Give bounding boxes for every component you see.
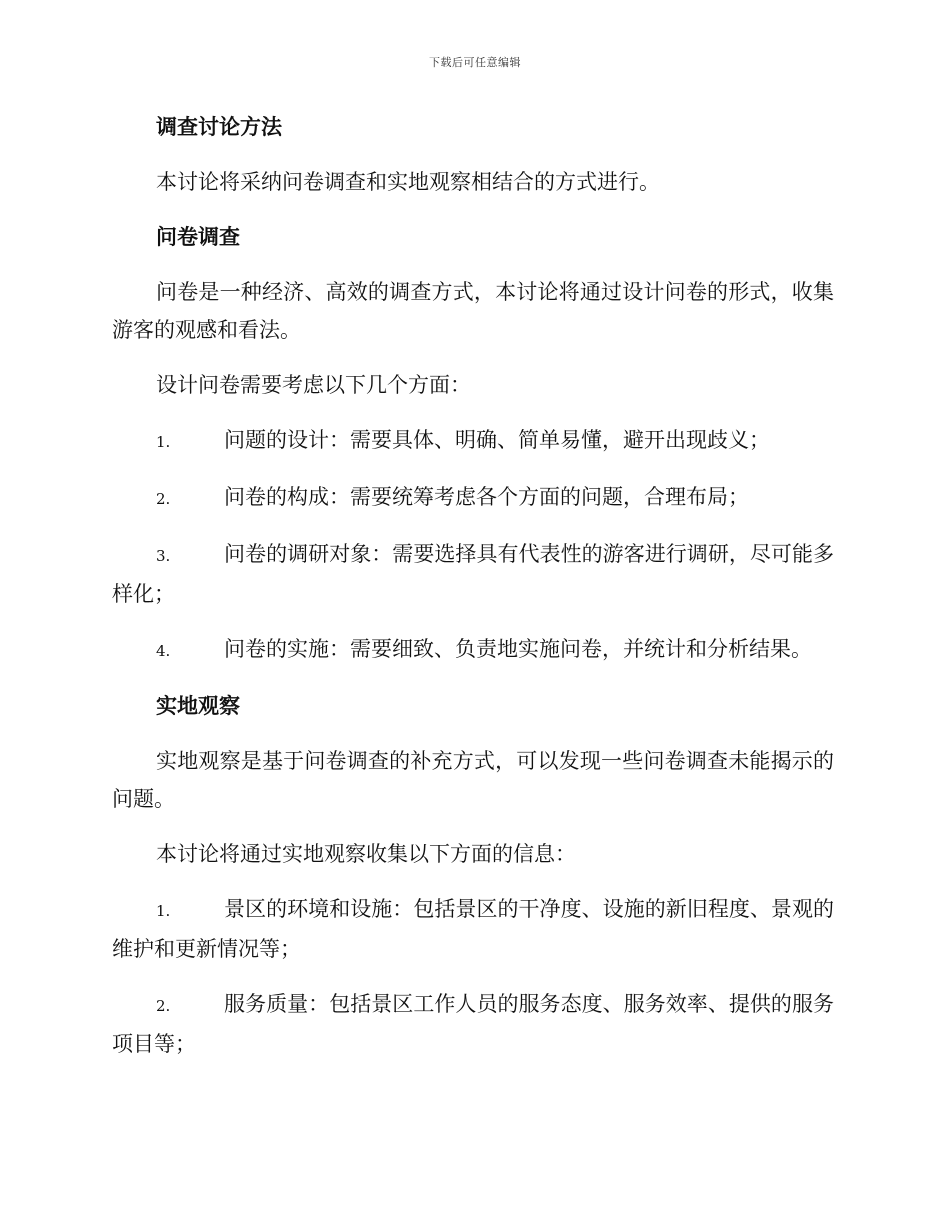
list-item [112,985,834,1063]
questionnaire-paragraph-2: 设计问卷需要考虑以下几个方面： [156,373,471,397]
observation-paragraph-2: 本讨论将通过实地观察收集以下方面的信息： [156,842,576,866]
list-item-text: 问卷的构成：需要统筹考虑各个方面的问题，合理布局； [224,485,749,509]
list-item-text: 问题的设计：需要具体、明确、简单易懂，避开出现歧义； [224,428,770,452]
list-item-text: 问卷的调研对象：需要选择具有代表性的游客进行调研，尽可能多样化； [112,542,834,606]
list-item-number: 2. [156,997,171,1015]
list-item-text: 景区的环境和设施：包括景区的干净度、设施的新旧程度、景观的维护和更新情况等； [112,897,834,961]
section-heading-method: 调查讨论方法 [156,115,282,139]
page-header: 下载后可任意编辑 [429,56,521,69]
method-intro-paragraph: 本讨论将采纳问卷调查和实地观察相结合的方式进行。 [156,170,660,194]
document-body [112,108,834,1080]
list-item-text: 服务质量：包括景区工作人员的服务态度、服务效率、提供的服务项目等； [112,992,834,1056]
observation-paragraph-1: 实地观察是基于问卷调查的补充方式，可以发现一些问卷调查未能揭示的问题。 [112,749,834,811]
list-item-number: 3. [156,547,171,565]
list-item-number: 4. [156,642,171,660]
list-item-number: 1. [156,902,171,920]
list-item [112,421,834,461]
list-item-number: 2. [156,490,171,508]
list-item [112,890,834,968]
questionnaire-paragraph-1: 问卷是一种经济、高效的调查方式，本讨论将通过设计问卷的形式，收集游客的观感和看法。 [112,280,834,342]
list-item-number: 1. [156,433,171,451]
section-heading-questionnaire: 问卷调查 [156,225,240,249]
list-item [112,630,834,670]
list-item [112,478,834,518]
section-heading-observation: 实地观察 [156,694,240,718]
list-item [112,535,834,613]
list-item-text: 问卷的实施：需要细致、负责地实施问卷，并统计和分析结果。 [224,637,812,661]
